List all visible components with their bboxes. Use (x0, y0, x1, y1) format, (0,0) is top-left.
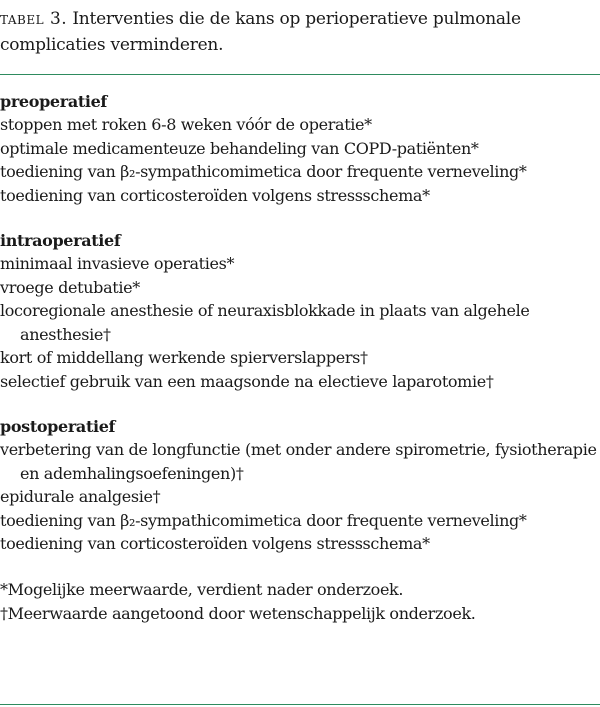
section-postoperatief (0, 415, 600, 556)
section-heading: intraoperatief (0, 231, 121, 250)
footnotes (0, 578, 600, 626)
list-item: toediening van corticosteroïden volgens stressschema* (0, 185, 430, 205)
footnote-proven-value: †Meerwaarde aangetoond door wetenschappelijk onderzoek. (0, 603, 476, 623)
top-rule (0, 74, 600, 75)
table-label: tabel 3. (0, 9, 68, 29)
list-item: verbetering van de longfunctie (met onder andere spirometrie, fysiotherapie en ademhalingsoefeningen)† (0, 440, 597, 483)
section-heading: postoperatief (0, 417, 116, 436)
list-item: optimale medicamenteuze behandeling van COPD-patiënten* (0, 138, 479, 158)
list-item: stoppen met roken 6-8 weken vóór de operatie* (0, 115, 372, 134)
list-item: toediening van β₂-sympathicomimetica door frequente verneveling* (0, 510, 527, 530)
table-caption-text: Interventies die de kans op perioperatieve pulmonale complicaties verminderen. (0, 9, 521, 55)
table-body (0, 90, 600, 626)
section-heading: preoperatief (0, 92, 107, 111)
list-item: kort of middellang werkende spierverslappers† (0, 348, 368, 367)
section-preoperatief (0, 90, 600, 207)
list-item: selectief gebruik van een maagsonde na electieve laparotomie† (0, 371, 494, 391)
list-item: vroege detubatie* (0, 277, 140, 297)
list-item: toediening van β₂-sympathicomimetica door frequente verneveling* (0, 162, 527, 181)
list-item: epidurale analgesie† (0, 487, 161, 506)
list-item: minimaal invasieve operaties* (0, 254, 235, 273)
bottom-rule (0, 704, 600, 705)
footnote-possible-value: *Mogelijke meerwaarde, verdient nader onderzoek. (0, 579, 404, 599)
section-intraoperatief (0, 229, 600, 393)
list-item: locoregionale anesthesie of neuraxisblokkade in plaats van algehele anesthesie† (0, 301, 530, 344)
list-item: toediening van corticosteroïden volgens stressschema* (0, 534, 430, 553)
table-caption (0, 6, 596, 58)
